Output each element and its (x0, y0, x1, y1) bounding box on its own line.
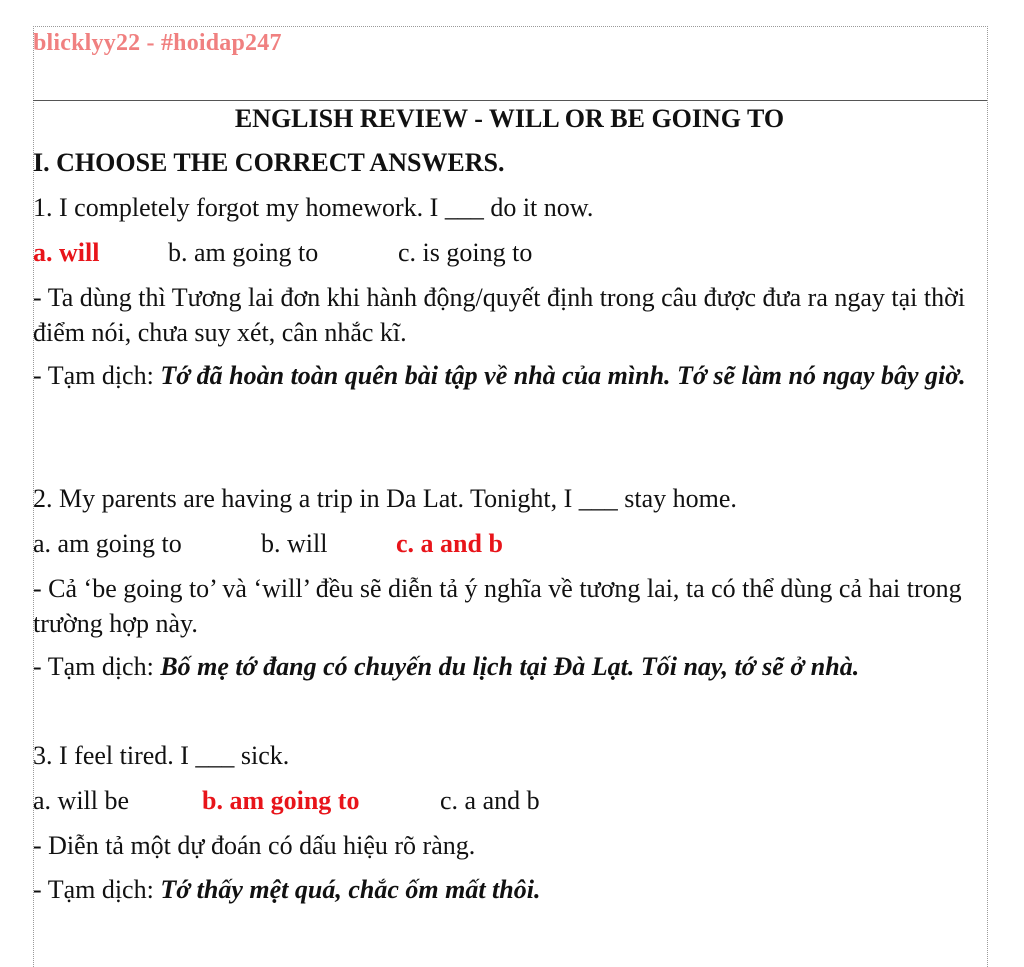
question-1-translation-block (33, 358, 986, 393)
question-2-options (33, 529, 503, 559)
question-2-prompt: 2. My parents are having a trip in Da Lat. Tonight, I ___ stay home. (33, 484, 737, 513)
watermark: blicklyy22 - #hoidap247 (33, 30, 282, 56)
question-1-options (33, 238, 532, 268)
question-3-option-c: c. a and b (440, 786, 540, 815)
section-heading: I. CHOOSE THE CORRECT ANSWERS. (33, 148, 505, 177)
question-1-translation-label: - Tạm dịch: (33, 361, 161, 390)
question-3-option-b: b. am going to (202, 786, 360, 815)
question-3-options (33, 786, 540, 816)
question-3-translation-label: - Tạm dịch: (33, 875, 161, 904)
question-3-translation-block (33, 875, 540, 905)
question-1-prompt: 1. I completely forgot my homework. I ___ do it now. (33, 193, 594, 222)
question-2-translation-block (33, 649, 986, 684)
question-1-translation: Tớ đã hoàn toàn quên bài tập về nhà của mình. Tớ sẽ làm nó ngay bây giờ. (160, 361, 966, 390)
question-3-explanation: - Diễn tả một dự đoán có dấu hiệu rõ ràng. (33, 831, 476, 860)
question-2-option-c: c. a and b (396, 529, 503, 558)
question-1-explanation: - Ta dùng thì Tương lai đơn khi hành động/quyết định trong câu được đưa ra ngay tại thời điểm nói, chưa suy xét, cân nhắc kĩ. (33, 283, 966, 347)
header-divider (33, 100, 987, 101)
question-2-explanation: - Cả ‘be going to’ và ‘will’ đều sẽ diễn tả ý nghĩa về tương lai, ta có thể dùng cả hai trong trường hợp này. (33, 574, 962, 638)
question-1-option-c: c. is going to (398, 238, 533, 267)
question-1-option-b: b. am going to (168, 238, 319, 267)
question-2-option-b: b. will (261, 529, 328, 558)
question-2-translation: Bố mẹ tớ đang có chuyến du lịch tại Đà Lạt. Tối nay, tớ sẽ ở nhà. (160, 652, 860, 681)
document-title: ENGLISH REVIEW - WILL OR BE GOING TO (234, 104, 785, 133)
question-3-option-a: a. will be (33, 786, 130, 815)
question-3-translation: Tớ thấy mệt quá, chắc ốm mất thôi. (160, 875, 541, 904)
question-1-option-a: a. will (33, 238, 100, 267)
question-2-translation-label: - Tạm dịch: (33, 652, 161, 681)
question-3-prompt: 3. I feel tired. I ___ sick. (33, 741, 290, 770)
question-2-option-a: a. am going to (33, 529, 182, 558)
